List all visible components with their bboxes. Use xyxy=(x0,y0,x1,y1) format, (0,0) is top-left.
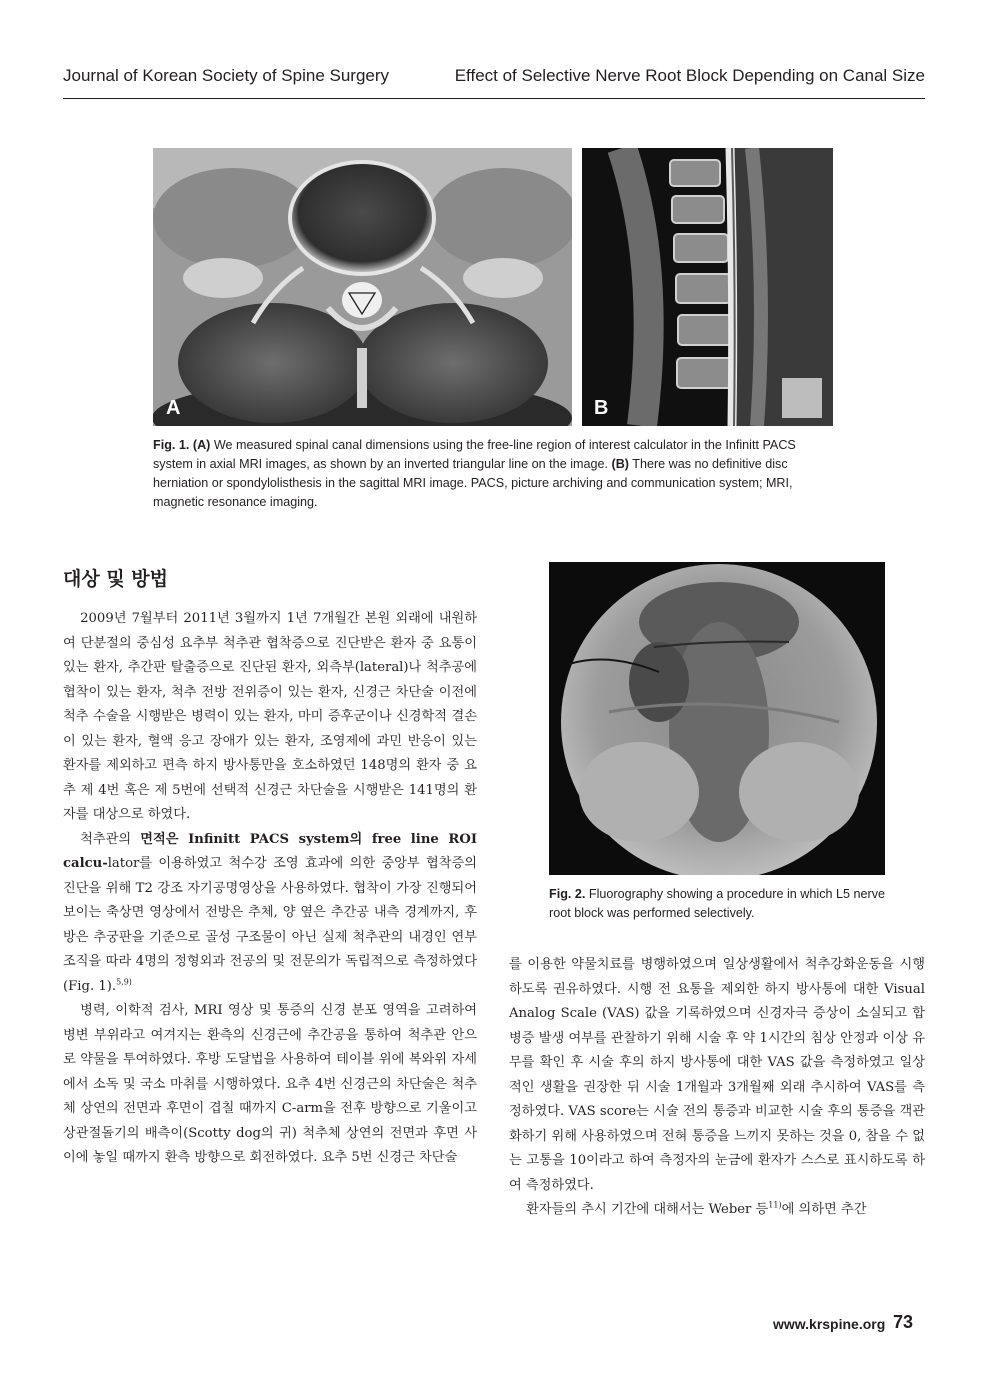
figure-1-caption xyxy=(153,436,837,512)
journal-title: Journal of Korean Society of Spine Surgery xyxy=(63,66,390,85)
panel-a-label: A xyxy=(166,397,181,419)
journal-website[interactable]: www.krspine.org xyxy=(773,1316,886,1332)
page-number: 73 xyxy=(893,1312,914,1332)
article-title: Effect of Selective Nerve Root Block Depending on Canal Size xyxy=(454,66,925,85)
axial-mri-image xyxy=(153,148,572,426)
figure-2-caption xyxy=(549,885,889,923)
fluoroscopy-image xyxy=(549,562,885,875)
left-column xyxy=(63,607,477,1171)
paragraph-measurement xyxy=(63,828,477,1000)
caption-tag-a: (A) xyxy=(192,438,211,452)
figure-2-fluoroscopy xyxy=(549,562,885,875)
figure-1-label: Fig. 1. xyxy=(153,438,190,452)
measurement-bold: 면적은 Infinitt PACS system의 free line ROI calcu- xyxy=(63,831,477,871)
right-column xyxy=(509,953,925,1223)
figure-2-caption-text: Fluorography showing a procedure in which L5 nerve root block was performed selectively. xyxy=(549,887,886,920)
panel-b-label: B xyxy=(594,397,609,419)
sagittal-mri-image xyxy=(582,148,833,426)
paragraph-followup xyxy=(509,1198,925,1223)
section-heading-methods: 대상 및 방법 xyxy=(63,568,168,590)
measurement-rest: lator를 이용하였고 척수강 조영 효과에 의한 중앙부 협착증의 진단을 위해 T2 강조 자기공명영상을 사용하였다. 협착이 가장 진행되어 보이는 축상면 영상에서 전방은 추체, 양 옆은 추간공 내측 경계까지, 후방은 추궁판을 기준으로 골성 구조물이 아닌 실제 척추관의 내경인 연부조직을 따라 4명의 정형외과 전공의 및 전문의가 독립적으로 측정하였다(Fig. 1). xyxy=(63,856,477,994)
running-head xyxy=(63,66,925,90)
figure-1a-axial-mri xyxy=(153,148,572,426)
paragraph-procedure: 병력, 이학적 검사, MRI 영상 및 통증의 신경 분포 영역을 고려하여 병변 부위라고 여겨지는 환측의 신경근에 추간공을 통하여 척추관 안으로 약물을 투여하였다. 후방 도달법을 사용하여 테이블 위에 복와위 자세에서 소독 및 국소 마취를 시행하였다. 요추 4번 신경근의 차단술은 척추체 상연의 전면과 후면이 겹칠 때까지 C-arm을 전후 방향으로 기울이고 상관절돌기의 배측이(Scotty dog의 귀) 척추체 상연의 전면과 후면 사이에 놓일 때까지 환측 방향으로 회전하였다. 요추 5번 신경근 차단술 xyxy=(63,1003,477,1165)
measurement-start: 척추관의 xyxy=(80,831,141,847)
figure-2-label: Fig. 2. xyxy=(549,887,586,901)
header-rule xyxy=(63,98,925,99)
caption-tag-b: (B) xyxy=(611,457,629,471)
citation-ref-weber: 11) xyxy=(768,1200,782,1210)
paragraph-vas: 를 이용한 약물치료를 병행하였으며 일상생활에서 척추강화운동을 시행하도록 권유하였다. 시행 전 요통을 제외한 하지 방사통에 대한 Visual Analog Scale (VAS) 값을 기록하였으며 신경자극 증상이 소실되고 합병증 발생 여부를 관찰하기 위해 시술 후 약 1시간의 침상 안정과 이상 유무를 확인 후 시술 후의 하지 방사통에 대한 VAS 값을 측정하였고 일상적인 생활을 권장한 뒤 시술 1개월과 3개월째 외래 추시하여 VAS를 측정하였다. VAS score는 시술 전의 통증과 비교한 시술 후의 통증을 객관화하기 위해 사용하였으며 전혀 통증을 느끼지 못하는 것을 0, 참을 수 없는 고통을 10이라고 하여 측정자의 눈금에 환자가 스스로 표시하도록 하여 측정하였다. xyxy=(509,957,925,1193)
followup-end: 에 의하면 추간 xyxy=(781,1202,867,1217)
caption-text-a: We measured spinal canal dimensions using the free-line region of interest calculator in the Infinitt PACS system in axial MRI images, as shown by an inverted triangular line on the image. xyxy=(153,438,796,471)
citation-ref: 5,9) xyxy=(116,977,132,987)
caption-text-b: There was no definitive disc herniation or spondylolisthesis in the sagittal MRI image. PACS, picture archiving and communication system; MRI, magnetic resonance imaging. xyxy=(153,457,793,509)
figure-1b-sagittal-mri xyxy=(582,148,833,426)
followup-start: 환자들의 추시 기간에 대해서는 Weber 등 xyxy=(526,1202,769,1217)
paragraph-subjects: 2009년 7월부터 2011년 3월까지 1년 7개월간 본원 외래에 내원하여 단분절의 중심성 요추부 척추관 협착증으로 진단받은 환자 중 요통이 있는 환자, 추간판 탈출증으로 진단된 환자, 외측부(lateral)나 척추공에 협착이 있는 환자, 척추 전방 전위증이 있는 환자, 신경근 차단술 이전에 척추 수술을 시행받은 병력이 있는 환자, 마미 증후군이나 신경학적 결손이 있는 환자, 혈액 응고 장애가 있는 환자, 조영제에 과민 반응이 있는 환자를 제외하고 편측 하지 방사통만을 호소하였던 148명의 환자 중 요추 제 4번 혹은 제 5번에 선택적 신경근 차단술을 시행받은 141명의 환자를 대상으로 하였다. xyxy=(63,611,477,822)
